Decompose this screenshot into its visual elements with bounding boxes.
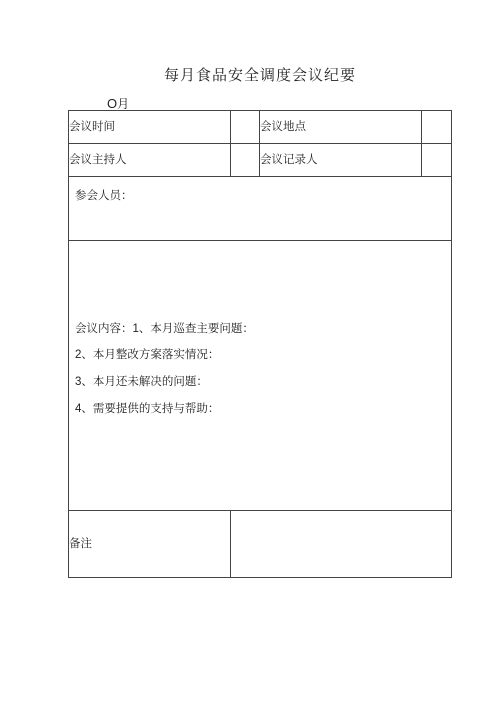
document-title: 每月食品安全调度会议纪要 [163, 66, 356, 84]
content-line-2 [75, 349, 219, 362]
month-suffix: 月 [117, 97, 130, 111]
row-remarks [69, 511, 452, 578]
meeting-time-label: 会议时间 [69, 111, 231, 144]
meeting-host-value[interactable] [231, 144, 260, 177]
minutes-form-table [68, 110, 452, 578]
attendees-label: 参会人员： [75, 188, 133, 202]
content-line-4-number: 4 [75, 403, 82, 415]
content-label: 会议内容： [75, 321, 133, 335]
content-line-1-text: 、本月巡查主要问题： [138, 321, 254, 335]
month-placeholder: O [107, 96, 118, 111]
meeting-location-label: 会议地点 [260, 111, 422, 144]
meeting-recorder-value[interactable] [422, 144, 452, 177]
row-content [69, 241, 452, 511]
meeting-host-label: 会议主持人 [69, 144, 231, 177]
content-cell[interactable] [69, 241, 452, 511]
row-host-recorder [69, 144, 452, 177]
content-line-4-text: 、需要提供的支持与帮助： [81, 401, 220, 415]
meeting-recorder-label: 会议记录人 [260, 144, 422, 177]
content-line-1 [75, 323, 254, 336]
row-time-location [69, 111, 452, 144]
content-line-1-number: 1 [132, 323, 139, 335]
remarks-value[interactable] [231, 511, 452, 578]
attendees-cell[interactable] [69, 177, 452, 241]
meeting-time-value[interactable] [231, 111, 260, 144]
content-line-2-number: 2 [75, 349, 82, 361]
content-line-3-number: 3 [75, 376, 82, 388]
row-attendees [69, 177, 452, 241]
content-line-4 [75, 403, 219, 416]
content-line-3 [75, 376, 208, 389]
content-line-2-text: 、本月整改方案落实情况： [81, 347, 220, 361]
meeting-location-value[interactable] [422, 111, 452, 144]
content-line-3-text: 、本月还未解决的问题： [81, 374, 208, 388]
remarks-label: 备注 [69, 511, 231, 578]
